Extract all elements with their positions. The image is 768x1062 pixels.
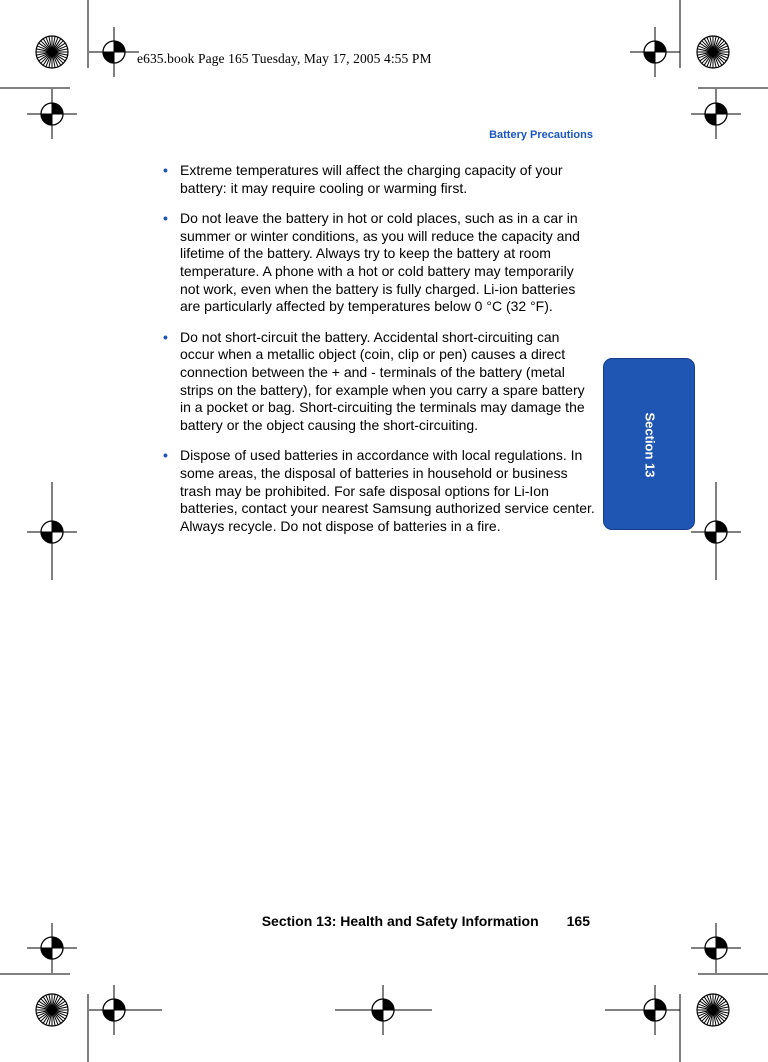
reg-target-top-1: [89, 27, 139, 77]
bullet-icon: •: [163, 162, 168, 178]
star-target-top-left: [36, 36, 68, 68]
section-tab: [603, 358, 695, 530]
footer-section-title: Section 13: Health and Safety Information: [261, 913, 539, 929]
bullet-item: [163, 447, 595, 535]
page-footer: [262, 913, 590, 929]
reg-target-right-1: [691, 89, 741, 139]
reg-target-bottom-2: [358, 985, 408, 1035]
star-target-bottom-left: [36, 994, 68, 1026]
bullet-icon: •: [163, 328, 168, 345]
reg-target-top-2: [630, 27, 680, 77]
reg-target-left-3: [27, 923, 77, 973]
star-target-bottom-right: [697, 994, 729, 1026]
bullet-icon: •: [163, 447, 168, 464]
reg-target-bottom-1: [89, 985, 139, 1035]
reg-target-right-2: [691, 507, 741, 557]
bullet-text: Do not leave the battery in hot or cold places, such as in a car in summer or winter conditions, as you will reduce the capacity and lifetime of the battery. Always try to keep the battery at room temperature. A phone with a hot or cold battery may temporarily not work, even when the battery is fully charged. Li-ion batteries are particularly affected by temperatures below 0 °C (32 °F).: [180, 210, 580, 315]
reg-target-bottom-3: [630, 985, 680, 1035]
reg-target-right-3: [691, 923, 741, 973]
book-slug: e635.book Page 165 Tuesday, May 17, 2005 4:55 PM: [137, 51, 432, 66]
bullet-list: [163, 162, 595, 548]
bullet-text: Dispose of used batteries in accordance with local regulations. In some areas, the disposal of batteries in household or business trash may be prohibited. For safe disposal options for Li-Ion batteries, contact your nearest Samsung authorized service center. Always recycle. Do not dispose of batteries in a fire.: [180, 447, 595, 534]
star-target-top-right: [697, 36, 729, 68]
bullet-icon: •: [163, 210, 168, 227]
bullet-item: [163, 162, 595, 197]
bullet-text: Do not short-circuit the battery. Accidental short-circuiting can occur when a metallic object (coin, clip or pen) causes a direct connection between the + and - terminals of the battery (metal strips on the battery), for example when you carry a spare battery in a pocket or bag. Short-circuiting the terminals may damage the battery or the object causing the short-circuiting.: [180, 328, 585, 433]
reg-target-left-2: [27, 507, 77, 557]
page-number: 165: [566, 913, 590, 929]
bullet-item: [163, 210, 595, 316]
running-head: Battery Precautions: [489, 129, 593, 141]
section-tab-label: Section 13: [642, 412, 658, 478]
bullet-item: [163, 329, 595, 435]
reg-target-left-1: [27, 89, 77, 139]
bullet-text: Extreme temperatures will affect the charging capacity of your battery: it may require cooling or warming first.: [180, 162, 563, 196]
